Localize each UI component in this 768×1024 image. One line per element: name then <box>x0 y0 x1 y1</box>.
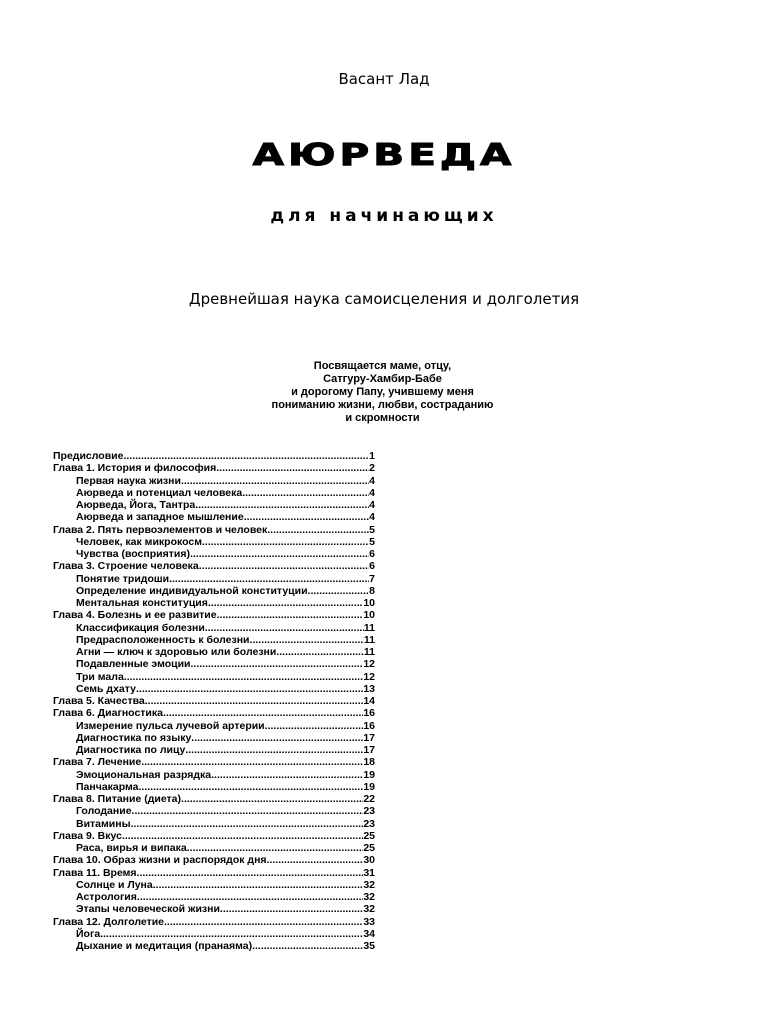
toc-subentry <box>53 573 375 585</box>
toc-entry-title: Глава 9. Вкус <box>53 829 122 842</box>
toc-leader-dots <box>208 597 363 609</box>
toc-leader-dots <box>250 634 364 646</box>
toc-page-number: 32 <box>363 891 375 903</box>
toc-subentry <box>53 940 375 952</box>
toc-page-number: 11 <box>363 633 375 646</box>
toc-entry-title: Панчакарма <box>76 780 139 793</box>
toc-leader-dots <box>136 683 363 695</box>
toc-leader-dots <box>195 499 369 511</box>
toc-subentry <box>53 597 375 609</box>
toc-leader-dots <box>308 585 370 597</box>
toc-page-number: 1 <box>369 450 375 462</box>
table-of-contents <box>53 450 375 952</box>
toc-subentry <box>53 646 375 658</box>
toc-entry-title: Раса, вирья и випака <box>76 842 187 854</box>
toc-subentry <box>53 585 375 597</box>
toc-entry-title: Аюрведа и потенциал человека <box>76 486 243 499</box>
toc-subentry <box>53 634 375 646</box>
toc-subentry <box>53 781 375 793</box>
toc-leader-dots <box>185 744 363 756</box>
toc-entry-title: Чувства (восприятия) <box>76 548 190 560</box>
toc-leader-dots <box>137 891 363 903</box>
toc-chapter-entry <box>53 462 375 474</box>
toc-entry-title: Предисловие <box>53 450 124 462</box>
toc-entry-title: Йога <box>76 927 101 940</box>
toc-entry-title: Голодание <box>76 805 132 818</box>
toc-page-number: 4 <box>369 499 375 511</box>
toc-page-number: 25 <box>363 842 375 854</box>
toc-leader-dots <box>131 818 364 830</box>
toc-leader-dots <box>181 793 363 805</box>
toc-page-number: 19 <box>363 768 375 781</box>
toc-leader-dots <box>211 769 363 781</box>
toc-entry-title: Глава 12. Долголетие <box>53 915 165 928</box>
dedication-line: пониманию жизни, любви, состраданию <box>271 399 494 411</box>
toc-page-number: 4 <box>369 511 375 524</box>
toc-leader-dots <box>217 609 364 621</box>
toc-subentry <box>53 499 375 511</box>
toc-page-number: 4 <box>369 486 375 499</box>
toc-chapter-entry <box>53 707 375 719</box>
toc-page-number: 13 <box>363 682 375 695</box>
toc-leader-dots <box>191 732 363 744</box>
toc-leader-dots <box>139 781 364 793</box>
toc-page-number: 25 <box>363 829 375 842</box>
toc-subentry <box>53 720 375 732</box>
toc-entry-title: Классификация болезни <box>76 621 205 634</box>
toc-leader-dots <box>124 671 364 683</box>
toc-page-number: 31 <box>363 866 375 879</box>
toc-entry-title: Агни — ключ к здоровью или болезни <box>76 646 277 658</box>
toc-page-number: 33 <box>363 915 375 928</box>
toc-page-number: 30 <box>363 854 375 867</box>
toc-leader-dots <box>100 928 363 940</box>
toc-page-number: 32 <box>363 903 375 916</box>
toc-page-number: 8 <box>369 584 375 597</box>
toc-page-number: 23 <box>363 817 375 830</box>
toc-entry-title: Семь дхату <box>76 682 137 695</box>
dedication-line: и скромности <box>345 412 420 424</box>
toc-subentry <box>53 475 375 487</box>
toc-leader-dots <box>137 867 364 879</box>
toc-entry-title: Эмоциональная разрядка <box>76 768 212 781</box>
toc-page-number: 22 <box>363 793 375 805</box>
toc-page-number: 12 <box>363 670 375 683</box>
toc-subentry <box>53 732 375 744</box>
toc-subentry <box>53 548 375 560</box>
toc-subentry <box>53 769 375 781</box>
toc-subentry <box>53 818 375 830</box>
toc-leader-dots <box>169 573 369 585</box>
toc-entry-title: Солнце и Луна <box>76 878 153 891</box>
book-tagline: Древнейшая наука самоисцеления и долголетия <box>188 290 580 308</box>
toc-entry-title: Глава 4. Болезнь и ее развитие <box>53 609 217 622</box>
toc-page-number: 16 <box>363 707 375 720</box>
toc-page-number: 14 <box>363 695 375 707</box>
toc-page-number: 6 <box>369 548 375 560</box>
toc-leader-dots <box>199 560 369 572</box>
dedication-line: Сатгуру-Хамбир-Бабе <box>323 373 442 385</box>
toc-leader-dots <box>123 450 369 462</box>
toc-leader-dots <box>242 487 369 499</box>
toc-chapter-entry <box>53 854 375 866</box>
toc-leader-dots <box>265 720 364 732</box>
toc-entry-title: Дыхание и медитация (пранаяма) <box>76 940 253 952</box>
toc-chapter-entry <box>53 830 375 842</box>
toc-chapter-entry <box>53 916 375 928</box>
toc-leader-dots <box>145 695 364 707</box>
toc-subentry <box>53 671 375 683</box>
toc-subentry <box>53 511 375 523</box>
dedication-line: Посвящается маме, отцу, <box>313 360 452 372</box>
toc-page-number: 34 <box>363 927 375 940</box>
toc-entry-title: Глава 6. Диагностика <box>53 707 163 720</box>
toc-chapter-entry <box>53 450 375 462</box>
toc-entry-title: Определение индивидуальной конституции <box>76 584 308 597</box>
toc-leader-dots <box>190 548 369 560</box>
toc-entry-title: Первая наука жизни <box>76 474 181 487</box>
toc-chapter-entry <box>53 560 375 572</box>
toc-chapter-entry <box>53 756 375 768</box>
toc-page-number: 4 <box>369 474 375 487</box>
toc-subentry <box>53 879 375 891</box>
toc-leader-dots <box>216 462 369 474</box>
toc-leader-dots <box>205 622 364 634</box>
toc-entry-title: Аюрведа, Йога, Тантра <box>76 499 196 511</box>
toc-page-number: 19 <box>363 780 375 793</box>
toc-page-number: 7 <box>369 572 375 585</box>
toc-leader-dots <box>267 854 364 866</box>
toc-entry-title: Астрология <box>76 891 137 903</box>
toc-page-number: 23 <box>363 805 375 818</box>
toc-subentry <box>53 658 375 670</box>
toc-subentry <box>53 928 375 940</box>
toc-leader-dots <box>181 475 369 487</box>
toc-page-number: 17 <box>363 731 375 744</box>
book-subtitle: для начинающих <box>270 206 498 226</box>
toc-entry-title: Витамины <box>76 817 131 830</box>
toc-page-number: 5 <box>369 523 375 536</box>
toc-entry-title: Этапы человеческой жизни <box>76 903 220 916</box>
toc-entry-title: Глава 5. Качества <box>53 695 145 707</box>
toc-leader-dots <box>141 756 363 768</box>
toc-entry-title: Человек, как микрокосм <box>76 535 202 548</box>
toc-entry-title: Глава 7. Лечение <box>53 756 142 769</box>
toc-entry-title: Предрасположенность к болезни <box>76 633 250 646</box>
toc-subentry <box>53 536 375 548</box>
toc-leader-dots <box>187 842 364 854</box>
toc-subentry <box>53 842 375 854</box>
toc-chapter-entry <box>53 609 375 621</box>
toc-leader-dots <box>122 830 363 842</box>
toc-page-number: 11 <box>363 621 375 634</box>
toc-entry-title: Ментальная конституция <box>76 597 208 609</box>
toc-leader-dots <box>276 646 364 658</box>
toc-entry-title: Глава 2. Пять первоэлементов и человек <box>53 523 268 536</box>
toc-entry-title: Глава 1. История и философия <box>53 462 217 475</box>
toc-leader-dots <box>202 536 369 548</box>
author-name: Васант Лад <box>338 70 430 88</box>
toc-chapter-entry <box>53 793 375 805</box>
toc-leader-dots <box>153 879 364 891</box>
toc-page-number: 17 <box>363 744 375 756</box>
toc-chapter-entry <box>53 524 375 536</box>
toc-subentry <box>53 487 375 499</box>
toc-page-number: 10 <box>363 597 375 609</box>
toc-subentry <box>53 622 375 634</box>
toc-entry-title: Измерение пульса лучевой артерии <box>76 719 265 732</box>
book-title: АЮРВЕДА <box>252 138 516 173</box>
toc-leader-dots <box>220 903 363 915</box>
dedication-line: и дорогому Папу, учившему меня <box>291 386 474 398</box>
toc-entry-title: Глава 11. Время <box>53 866 137 879</box>
toc-page-number: 18 <box>363 756 375 769</box>
toc-entry-title: Три мала <box>76 670 124 683</box>
toc-chapter-entry <box>53 867 375 879</box>
toc-entry-title: Глава 3. Строение человека <box>53 560 199 573</box>
toc-leader-dots <box>163 707 363 719</box>
toc-entry-title: Аюрведа и западное мышление <box>76 511 244 524</box>
toc-leader-dots <box>252 940 363 952</box>
toc-leader-dots <box>267 524 369 536</box>
toc-entry-title: Диагностика по лицу <box>76 744 186 756</box>
toc-page-number: 10 <box>363 609 375 622</box>
toc-page-number: 16 <box>363 719 375 732</box>
toc-subentry <box>53 903 375 915</box>
toc-page-number: 5 <box>369 535 375 548</box>
toc-entry-title: Глава 8. Питание (диета) <box>53 793 182 805</box>
toc-leader-dots <box>244 511 369 523</box>
toc-subentry <box>53 805 375 817</box>
toc-subentry <box>53 744 375 756</box>
toc-page-number: 6 <box>369 560 375 573</box>
toc-entry-title: Глава 10. Образ жизни и распорядок дня <box>53 854 267 867</box>
toc-entry-title: Понятие тридоши <box>76 572 170 585</box>
toc-leader-dots <box>191 658 364 670</box>
toc-chapter-entry <box>53 695 375 707</box>
toc-leader-dots <box>132 805 364 817</box>
toc-page-number: 35 <box>363 940 375 952</box>
toc-entry-title: Подавленные эмоции <box>76 658 191 671</box>
toc-page-number: 11 <box>363 646 375 658</box>
dedication <box>230 360 535 425</box>
toc-page-number: 2 <box>369 462 375 475</box>
toc-entry-title: Диагностика по языку <box>76 731 192 744</box>
toc-leader-dots <box>164 916 363 928</box>
toc-page-number: 12 <box>363 658 375 671</box>
toc-subentry <box>53 891 375 903</box>
toc-subentry <box>53 683 375 695</box>
toc-page-number: 32 <box>363 878 375 891</box>
